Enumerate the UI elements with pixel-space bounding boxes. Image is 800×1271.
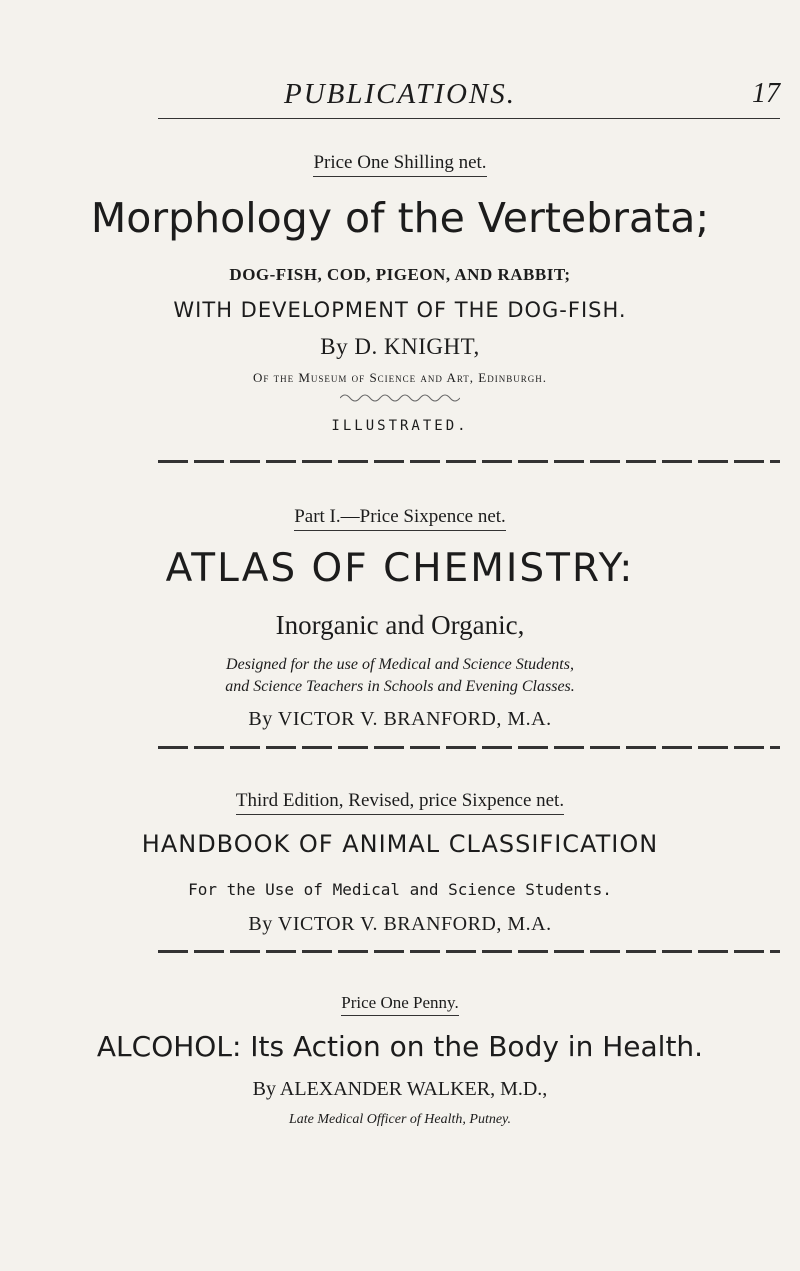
entry-2-description: Designed for the use of Medical and Science Students, and Science Teachers in Schools and Evening Classes. <box>225 656 575 695</box>
running-title: PUBLICATIONS. <box>284 78 516 110</box>
divider-3 <box>158 950 780 953</box>
entry-1-subtitle-2: WITH DEVELOPMENT OF THE DOG-FISH. <box>173 298 627 322</box>
entry-1-affiliation: Of the Museum of Science and Art, Edinburgh. <box>252 370 547 385</box>
entry-3-price: Third Edition, Revised, price Sixpence net. <box>0 790 800 815</box>
entry-1-price: Price One Shilling net. <box>0 152 800 177</box>
divider-1 <box>158 460 780 463</box>
entry-3-author: By VICTOR V. BRANFORD, M.A. <box>248 913 552 935</box>
header-rule <box>158 118 780 119</box>
entry-4-price: Price One Penny. <box>0 993 800 1016</box>
ornament-wave-icon <box>340 392 460 404</box>
page-number: 17 <box>752 78 780 109</box>
entry-2-price: Part I.—Price Sixpence net. <box>0 506 800 531</box>
entry-4-affiliation: Late Medical Officer of Health, Putney. <box>288 1112 511 1127</box>
entry-3-subtitle: For the Use of Medical and Science Students. <box>188 880 612 899</box>
entry-1-title: Morphology of the Vertebrata; <box>90 194 710 242</box>
entry-2-subtitle: Inorganic and Organic, <box>275 610 525 640</box>
entry-1-note: ILLUSTRATED. <box>331 418 469 434</box>
entry-2-author: By VICTOR V. BRANFORD, M.A. <box>248 708 552 730</box>
entry-3-title: HANDBOOK OF ANIMAL CLASSIFICATION <box>141 830 659 858</box>
entry-4-title: ALCOHOL: Its Action on the Body in Health. <box>96 1030 704 1063</box>
entry-4-author: By ALEXANDER WALKER, M.D., <box>252 1078 548 1100</box>
entry-1-author: By D. KNIGHT, <box>320 334 480 359</box>
entry-1-subtitle: DOG-FISH, COD, PIGEON, AND RABBIT; <box>229 265 571 284</box>
divider-2 <box>158 746 780 749</box>
entry-2-title: ATLAS OF CHEMISTRY: <box>165 546 635 591</box>
